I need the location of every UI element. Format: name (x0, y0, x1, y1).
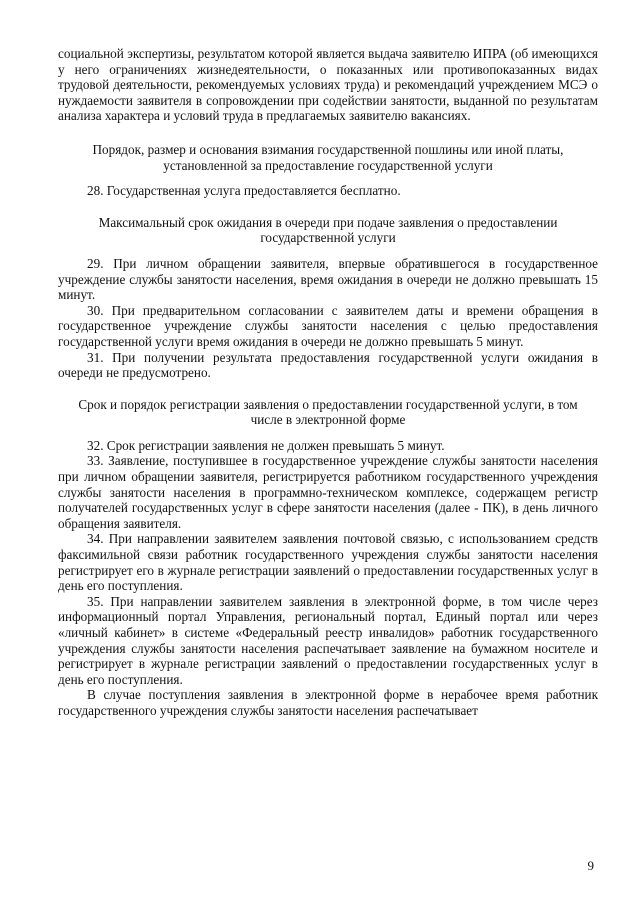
paragraph-28: 28. Государственная услуга предоставляется бесплатно. (87, 183, 401, 199)
paragraph-35: 35. При направлении заявителем заявления в электронной форме, в том числе через информационный портал Управления, региональный портал, Единый портал или через «личный кабинет» в системе «Федеральный реестр инвалидов» работник государственного учреждения службы занятости населения распечатывает заявление на бумажном носителе и регистрирует в журнале регистрации заявлений о предоставлении государственных услуг в день его поступления. (58, 593, 598, 687)
paragraph-31: 31. При получении результата предоставления государственной услуги ожидания в очереди не предусмотрено. (58, 349, 598, 381)
paragraph-34: 34. При направлении заявителем заявления почтовой связью, с использованием средств факсимильной связи работник государственного учреждения службы занятости населения регистрирует его в журнале регистрации заявлений о предоставлении государственных услуг в день его поступления. (58, 531, 598, 594)
paragraph-30: 30. При предварительном согласовании с заявителем даты и времени обращения в государственное учреждение службы занятости населения с целью предоставления государственной услуги время ожидания в очереди не должно превышать 5 минут. (58, 302, 598, 349)
section-heading-queue: Максимальный срок ожидания в очереди при подаче заявления о предоставлении государственной услуги (98, 214, 558, 246)
page-number: 9 (587, 858, 594, 873)
paragraph-electronic-offhours: В случае поступления заявления в электронной форме в нерабочее время работник государственного учреждения службы занятости населения распечатывает (58, 687, 598, 718)
paragraph-29: 29. При личном обращении заявителя, впервые обратившегося в государственное учреждение службы занятости населения, время ожидания в очереди не должно превышать 15 минут. (58, 255, 598, 303)
paragraph-33: 33. Заявление, поступившее в государственное учреждение службы занятости населения при личном обращении заявителя, регистрируется работником государственного учреждения службы занятости населения в программно-техническом комплексе, содержащем регистр получателей государственных услуг в сфере занятости населения (далее - ПК), в день личного обращения заявителя. (58, 453, 598, 531)
section-heading-fee: Порядок, размер и основания взимания государственной пошлины или иной платы, установленной за предоставление государственной услуги (92, 141, 564, 173)
section-heading-registration: Срок и порядок регистрации заявления о предоставлении государственной услуги, в том числе в электронной форме (78, 396, 578, 428)
paragraph-32: 32. Срок регистрации заявления не должен превышать 5 минут. (87, 437, 445, 453)
intro-paragraph: социальной экспертизы, результатом которой является выдача заявителю ИПРА (об имеющихся у него ограничениях жизнедеятельности, о показанных или противопоказанных видах трудовой деятельности, рекомендуемых условиях труда) и рекомендаций учреждением МСЭ о нуждаемости заявителя в сопровождении при содействии занятости, выданной по результатам анализа характера и условий труда в предлагаемых заявителю вакансиях. (58, 46, 598, 124)
